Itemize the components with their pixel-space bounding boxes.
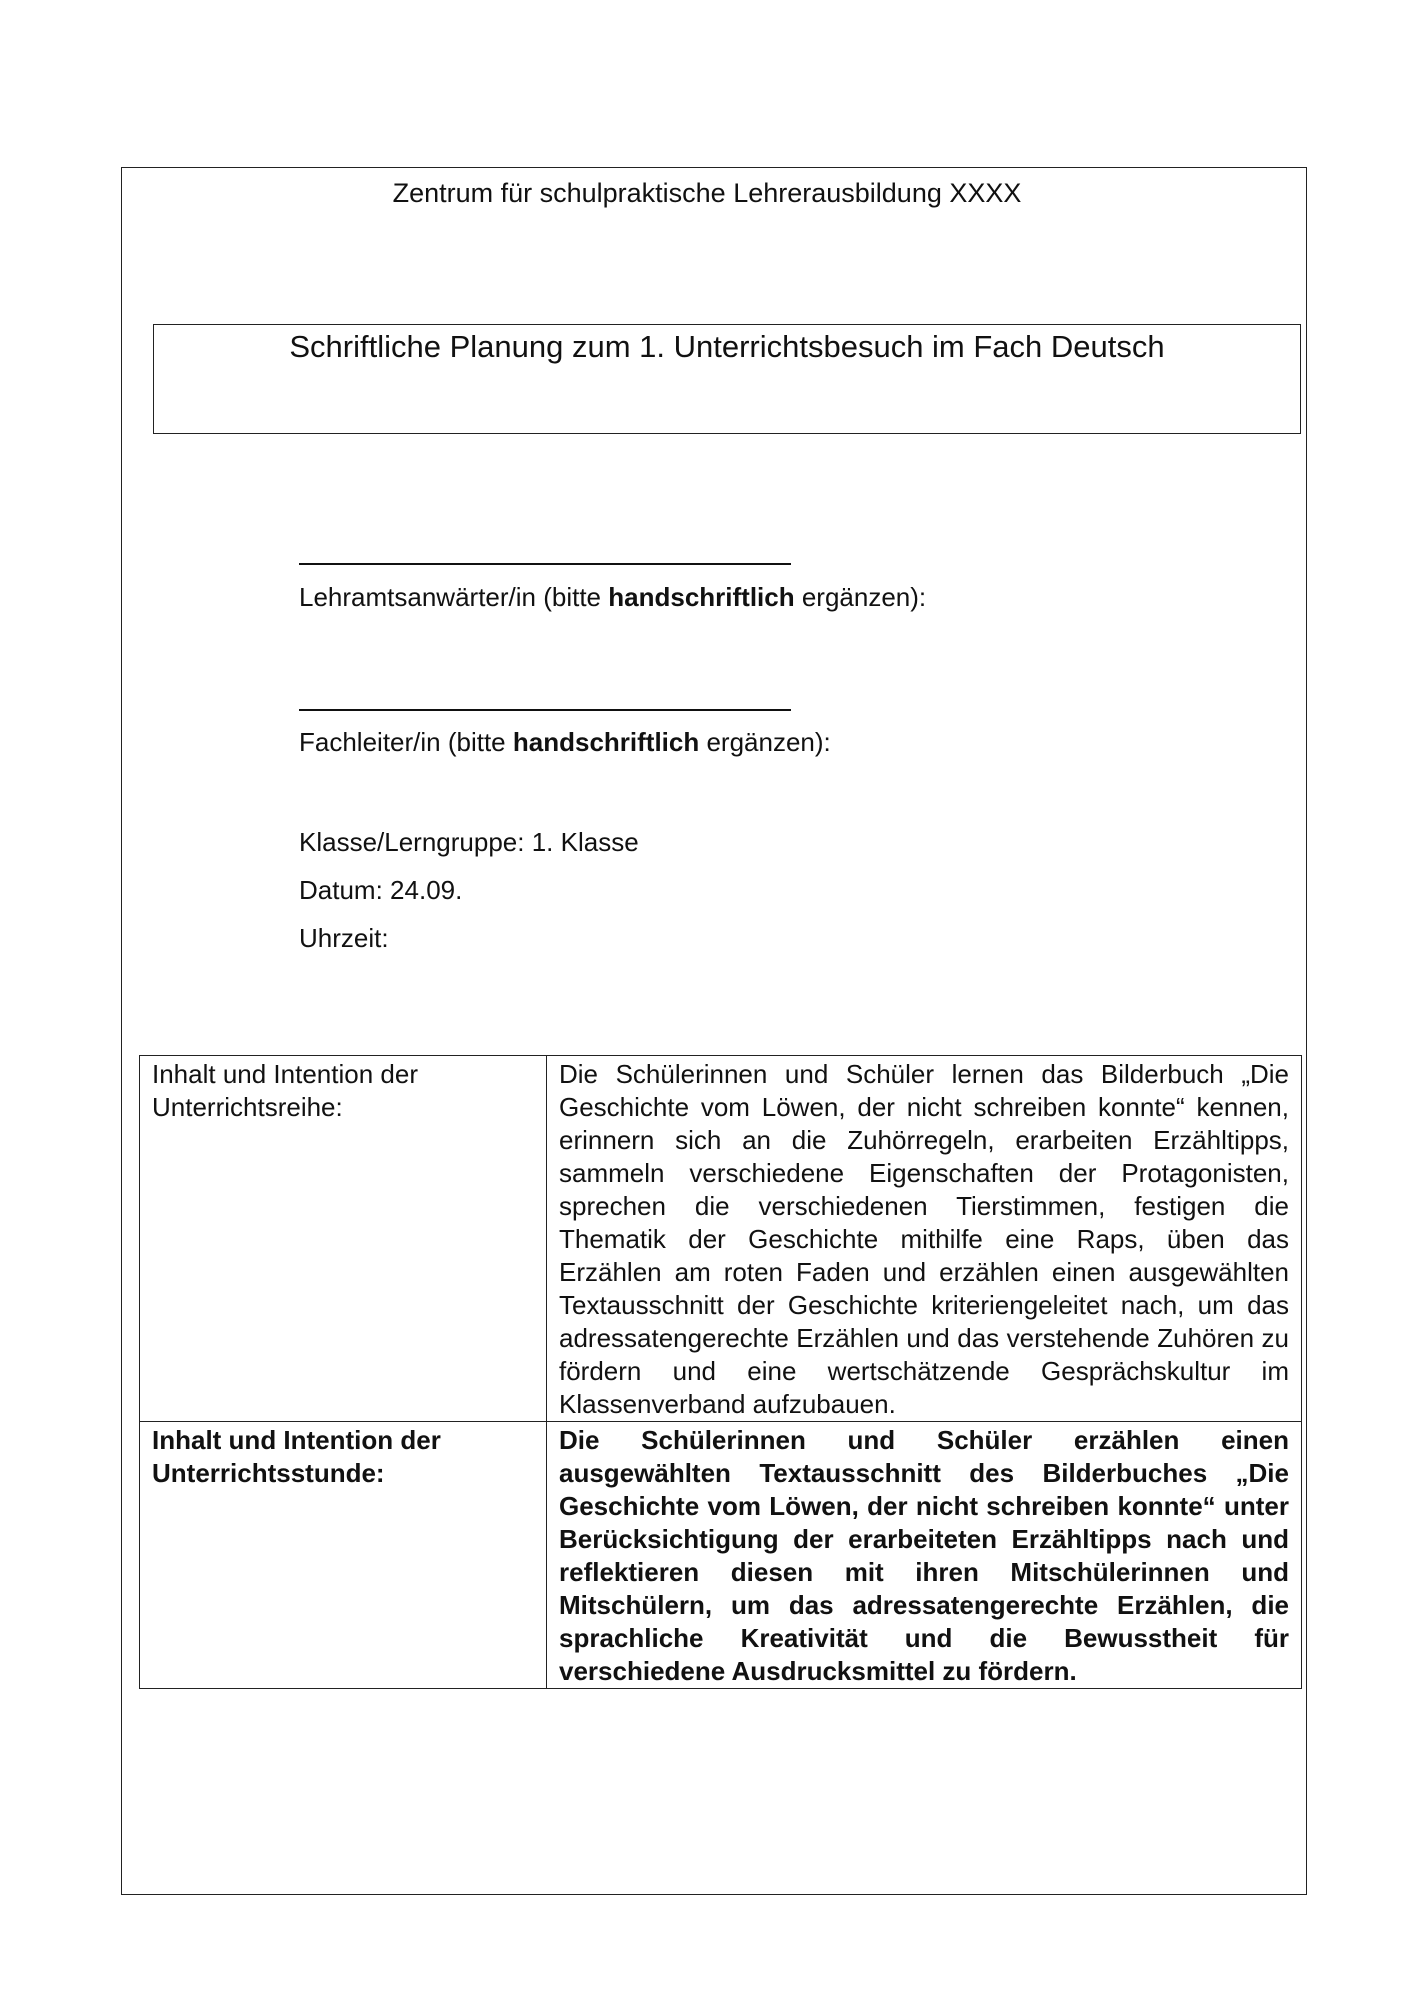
signature-line-supervisor[interactable] (299, 709, 791, 711)
reihe-heading: Inhalt und Intention der Unterrichtsreihe: (140, 1056, 547, 1422)
candidate-label-bold: handschriftlich (608, 582, 795, 612)
klasse-value: 1. Klasse (531, 827, 639, 857)
candidate-label (299, 582, 926, 613)
datum-value: 24.09. (390, 875, 463, 905)
institution-name: Zentrum für schulpraktische Lehrerausbildung XXXX (392, 178, 1022, 208)
klasse-label: Klasse/Lerngruppe: (299, 827, 525, 857)
candidate-label-suffix: ergänzen): (794, 582, 927, 612)
info-uhrzeit (299, 923, 389, 954)
uhrzeit-label: Uhrzeit: (299, 923, 389, 953)
datum-label: Datum: (299, 875, 383, 905)
stunde-text: Die Schülerinnen und Schüler erzählen einen ausgewählten Textausschnitt des Bilderbuches „Die Geschichte vom Löwen, der nicht schreiben konnte“ unter Berücksichtigung der erarbeiteten Erzähltipps nach und reflektieren diesen mit ihren Mitschülerinnen und Mitschülern, um das adressatengerechte Erzählen, die sprachliche Kreativität und die Bewusstheit für verschiedene Ausdrucksmittel zu fördern. (547, 1422, 1302, 1689)
info-klasse (299, 827, 639, 858)
planning-table (139, 1055, 1302, 1689)
supervisor-label-suffix: ergänzen): (699, 727, 831, 757)
table-row-stunde (140, 1422, 1302, 1689)
stunde-heading: Inhalt und Intention der Unterrichtsstunde: (140, 1422, 547, 1689)
candidate-label-prefix: Lehramtsanwärter/in (bitte (299, 582, 609, 612)
supervisor-label-bold: handschriftlich (512, 727, 700, 757)
info-datum (299, 875, 462, 906)
document-title (153, 324, 1301, 434)
signature-line-candidate[interactable] (299, 563, 791, 565)
reihe-text: Die Schülerinnen und Schüler lernen das Bilderbuch „Die Geschichte vom Löwen, der nicht schreiben konnte“ kennen, erinnern sich an die Zuhörregeln, erarbeiten Erzähltipps, sammeln verschiedene Eigenschaften der Protagonisten, sprechen die verschiedenen Tierstimmen, festigen die Thematik der Geschichte mithilfe eine Raps, üben das Erzählen am roten Faden und erzählen einen ausgewählten Textausschnitt der Geschichte kriteriengeleitet nach, um das adressatengerechte Erzählen und das verstehende Zuhören zu fördern und eine wertschätzende Gesprächskultur im Klassenverband aufzubauen. (547, 1056, 1302, 1422)
document-title-text: Schriftliche Planung zum 1. Unterrichtsbesuch im Fach Deutsch (289, 329, 1165, 364)
supervisor-label (299, 727, 831, 758)
supervisor-label-prefix: Fachleiter/in (bitte (299, 727, 513, 757)
table-row-reihe (140, 1056, 1302, 1422)
